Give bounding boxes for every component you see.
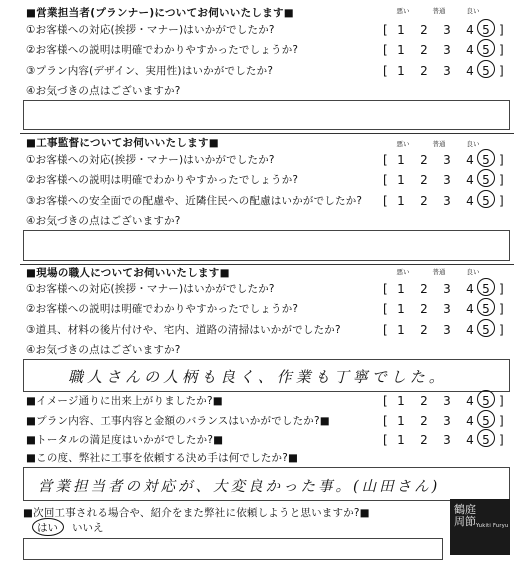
logo-roman: Yukiti Furyu [476,523,509,529]
rating-bracket-open: [ [383,433,388,447]
rating-bracket-close: ] [499,433,504,447]
rating-selected-circle [477,39,495,57]
rating-option-2[interactable]: 2 [420,153,428,167]
rating-option-5[interactable]: 5 [482,43,490,57]
rating-option-2[interactable]: 2 [420,173,428,187]
section-title-craftsmen: ■現場の職人についてお伺いいたします■ [26,267,230,279]
rating-option-1[interactable]: 1 [397,153,405,167]
rating-planner-2[interactable] [383,43,504,57]
question-supervisor-1: ①お客様への対応(挨拶・マナー)はいかがでしたか? [26,154,275,166]
rating-supervisor-2[interactable] [383,173,504,187]
question-craftsmen-1: ①お客様への対応(挨拶・マナー)はいかがでしたか? [26,283,275,295]
question-planner-1: ①お客様への対応(挨拶・マナー)はいかがでしたか? [26,24,275,36]
rating-bracket-close: ] [499,302,504,316]
question-planner-3: ③プラン内容(デザイン、実用性)はいかがでしたか? [26,65,274,77]
comment-label-supervisor: ④お気づきの点はございますか? [26,215,181,227]
rating-option-4[interactable]: 4 [466,194,474,208]
rating-bracket-open: [ [383,323,388,337]
rating-option-4[interactable]: 4 [466,173,474,187]
comment-text-craftsmen: 職人さんの人柄も良く、作業も丁寧でした。 [68,368,448,386]
rating-selected-circle [477,429,495,447]
rating-bracket-open: [ [383,64,388,78]
rating-bracket-close: ] [499,414,504,428]
scale-label-bad: 悪い [396,140,410,148]
rating-option-2[interactable]: 2 [420,394,428,408]
rating-option-5[interactable]: 5 [482,194,490,208]
rating-option-1[interactable]: 1 [397,323,405,337]
deciding-factor-label: ■この度、弊社に工事を依頼する決め手は何でしたか?■ [26,452,299,464]
rating-selected-circle [477,19,495,37]
rating-selected-circle [477,298,495,316]
logo-kanji: 鶴庭周節 [454,503,476,528]
scale-label-normal: 普通 [432,268,446,276]
scale-label-normal: 普通 [432,140,446,148]
question-supervisor-2: ②お客様への説明は明確でわかりやすかったでしょうか? [26,174,299,186]
rating-overall-2[interactable] [383,414,504,428]
scale-label-good: 良い [466,140,480,148]
rating-option-1[interactable]: 1 [397,282,405,296]
rating-option-4[interactable]: 4 [466,23,474,37]
question-supervisor-3: ③お客様への安全面での配慮や、近隣住民への配慮はいかがでしたか? [26,195,363,207]
rating-selected-circle [477,60,495,78]
rating-option-5[interactable]: 5 [482,323,490,337]
rating-option-3[interactable]: 3 [443,194,451,208]
rating-scale-header [383,139,501,149]
rating-craftsmen-3[interactable] [383,323,504,337]
rating-bracket-open: [ [383,173,388,187]
rating-option-4[interactable]: 4 [466,394,474,408]
rating-option-2[interactable]: 2 [420,302,428,316]
rating-option-4[interactable]: 4 [466,302,474,316]
rating-bracket-open: [ [383,23,388,37]
rating-option-3[interactable]: 3 [443,302,451,316]
rating-planner-1[interactable] [383,23,504,37]
question-craftsmen-2: ②お客様への説明は明確でわかりやすかったでしょうか? [26,303,299,315]
comment-label-planner: ④お気づきの点はございますか? [26,85,181,97]
rating-option-4[interactable]: 4 [466,43,474,57]
rating-bracket-close: ] [499,394,504,408]
referral-yes-text: はい [37,522,58,534]
scale-label-good: 良い [466,268,480,276]
rating-option-2[interactable]: 2 [420,282,428,296]
section-divider-2 [20,264,514,265]
rating-option-2[interactable]: 2 [420,433,428,447]
rating-option-5[interactable]: 5 [482,302,490,316]
scale-label-bad: 悪い [396,268,410,276]
rating-bracket-close: ] [499,64,504,78]
rating-selected-circle [477,278,495,296]
rating-option-2[interactable]: 2 [420,414,428,428]
rating-option-1[interactable]: 1 [397,302,405,316]
rating-option-4[interactable]: 4 [466,414,474,428]
rating-option-2[interactable]: 2 [420,323,428,337]
rating-option-2[interactable]: 2 [420,194,428,208]
rating-option-3[interactable]: 3 [443,323,451,337]
rating-bracket-open: [ [383,194,388,208]
rating-bracket-close: ] [499,153,504,167]
company-logo [450,499,510,555]
rating-selected-circle [477,410,495,428]
comment-box-supervisor[interactable] [23,230,510,261]
deciding-factor-box[interactable] [23,467,510,501]
rating-bracket-open: [ [383,153,388,167]
rating-bracket-open: [ [383,43,388,57]
section-title-supervisor: ■工事監督についてお伺いいたします■ [26,137,220,149]
rating-option-3[interactable]: 3 [443,394,451,408]
rating-supervisor-1[interactable] [383,153,504,167]
rating-bracket-open: [ [383,414,388,428]
scale-label-good: 良い [466,7,480,15]
rating-bracket-close: ] [499,323,504,337]
comment-label-craftsmen: ④お気づきの点はございますか? [26,344,181,356]
rating-option-5[interactable]: 5 [482,282,490,296]
rating-bracket-close: ] [499,194,504,208]
referral-option-yes[interactable] [32,520,66,536]
rating-craftsmen-1[interactable] [383,282,504,296]
question-planner-2: ②お客様への説明は明確でわかりやすかったでしょうか? [26,44,299,56]
rating-option-1[interactable]: 1 [397,43,405,57]
section-title-planner: ■営業担当者(プランナー)についてお伺いいたします■ [26,7,295,19]
rating-selected-circle [477,319,495,337]
rating-option-3[interactable]: 3 [443,433,451,447]
comment-box-planner[interactable] [23,100,510,130]
rating-option-5[interactable]: 5 [482,414,490,428]
rating-option-2[interactable]: 2 [420,43,428,57]
section-divider-1 [20,133,514,134]
rating-selected-circle [477,190,495,208]
rating-selected-circle [477,149,495,167]
rating-option-1[interactable]: 1 [397,23,405,37]
rating-option-1[interactable]: 1 [397,433,405,447]
rating-option-3[interactable]: 3 [443,64,451,78]
rating-option-3[interactable]: 3 [443,414,451,428]
rating-option-3[interactable]: 3 [443,23,451,37]
rating-option-4[interactable]: 4 [466,323,474,337]
rating-option-2[interactable]: 2 [420,23,428,37]
rating-option-1[interactable]: 1 [397,173,405,187]
referral-option-no[interactable]: いいえ [72,522,104,534]
rating-bracket-close: ] [499,282,504,296]
rating-option-3[interactable]: 3 [443,173,451,187]
rating-option-5[interactable]: 5 [482,153,490,167]
deciding-factor-answer: 営業担当者の対応が、大変良かった事。(山田さん) [38,479,441,495]
rating-option-2[interactable]: 2 [420,64,428,78]
rating-option-4[interactable]: 4 [466,64,474,78]
rating-planner-3[interactable] [383,64,504,78]
rating-scale-header [383,6,501,16]
rating-overall-3[interactable] [383,433,504,447]
rating-bracket-close: ] [499,173,504,187]
question-overall-3: ■トータルの満足度はいかがでしたか?■ [26,434,224,446]
rating-option-1[interactable]: 1 [397,394,405,408]
scale-label-normal: 普通 [432,7,446,15]
question-overall-2: ■プラン内容、工事内容と金額のバランスはいかがでしたか?■ [26,415,330,427]
rating-option-5[interactable]: 5 [482,433,490,447]
rating-option-4[interactable]: 4 [466,433,474,447]
rating-option-4[interactable]: 4 [466,153,474,167]
rating-option-4[interactable]: 4 [466,282,474,296]
rating-bracket-close: ] [499,23,504,37]
rating-option-5[interactable]: 5 [482,23,490,37]
rating-selected-circle [477,390,495,408]
scale-label-bad: 悪い [396,7,410,15]
rating-option-1[interactable]: 1 [397,64,405,78]
rating-option-5[interactable]: 5 [482,394,490,408]
rating-overall-1[interactable] [383,394,504,408]
rating-bracket-close: ] [499,43,504,57]
rating-option-3[interactable]: 3 [443,43,451,57]
rating-option-1[interactable]: 1 [397,414,405,428]
question-overall-1: ■イメージ通りに出来上がりましたか?■ [26,395,223,407]
rating-bracket-open: [ [383,302,388,316]
rating-option-1[interactable]: 1 [397,194,405,208]
rating-option-5[interactable]: 5 [482,64,490,78]
rating-option-3[interactable]: 3 [443,282,451,296]
rating-option-5[interactable]: 5 [482,173,490,187]
comment-box-craftsmen[interactable] [23,359,510,392]
rating-option-3[interactable]: 3 [443,153,451,167]
question-craftsmen-3: ③道具、材料の後片付けや、宅内、道路の清掃はいかがでしたか? [26,324,341,336]
rating-craftsmen-2[interactable] [383,302,504,316]
rating-bracket-open: [ [383,282,388,296]
referral-label: ■次回工事される場合や、紹介をまた弊社に依頼しようと思いますか?■ [23,507,370,519]
rating-bracket-open: [ [383,394,388,408]
referral-box[interactable] [23,538,443,560]
rating-scale-header [383,267,501,277]
rating-supervisor-3[interactable] [383,194,504,208]
rating-selected-circle [477,169,495,187]
